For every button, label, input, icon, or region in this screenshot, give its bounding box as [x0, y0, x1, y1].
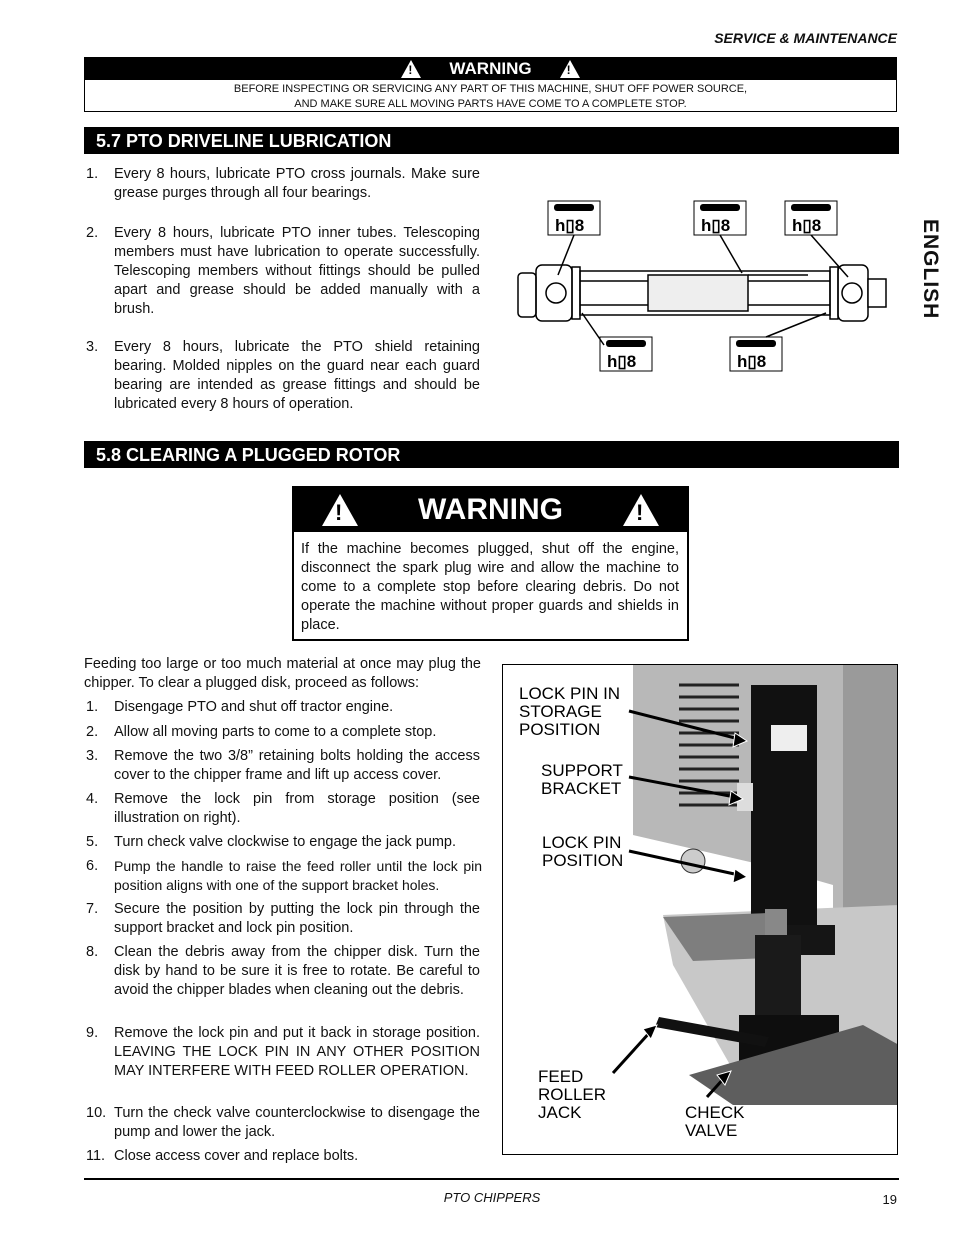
label-lock-pin-position: LOCK PIN POSITION: [542, 833, 624, 870]
grease-label-3: [785, 201, 848, 277]
item-number: 5.: [86, 834, 99, 850]
item-number: 7.: [86, 901, 99, 917]
item-text: Close access cover and replace bolts.: [114, 1148, 359, 1164]
label-check-valve: CHECK VALVE: [685, 1103, 745, 1140]
item-text: Remove the lock pin and put it back in storage position. LEAVING THE LOCK PIN IN ANY OTHER POSITION MAY INTERFERE WITH FEED ROLLER OPERATION.: [114, 1025, 480, 1079]
item-number: 3.: [86, 339, 99, 355]
running-header: SERVICE & MAINTENANCE: [714, 30, 897, 46]
language-tab-label: ENGLISH: [919, 219, 942, 320]
item-number: 11.: [86, 1148, 106, 1164]
item-text: Clean the debris away from the chipper disk. Turn the disk by hand to be sure it is free to rotate. Be careful to avoid the chipper blades when cleaning out the debris.: [114, 944, 480, 998]
item-number: 6.: [86, 858, 99, 874]
warning-message: If the machine becomes plugged, shut off the engine, disconnect the spark plug wire and allow the machine to come to a complete stop before clearing debris. Do not operate the machine without proper guards and shields in place.: [301, 541, 679, 633]
grease-interval-label: h▯8: [792, 216, 822, 235]
page-number: 19: [882, 1192, 897, 1207]
item-text: Pump the handle to raise the feed roller until the lock pin position aligns with one of the support bracket holes.: [114, 858, 482, 893]
plugged-rotor-warning-box: [292, 486, 689, 641]
pto-driveline-diagram: [508, 195, 890, 375]
item-text: Every 8 hours, lubricate PTO cross journals. Make sure grease purges through all four bearings.: [114, 166, 480, 201]
top-warning-line1: BEFORE INSPECTING OR SERVICING ANY PART OF THIS MACHINE, SHUT OFF POWER SOURCE,: [233, 83, 748, 95]
item-text: Remove the lock pin from storage position (see illustration on right).: [114, 791, 480, 826]
label-feed-roller-jack: FEED ROLLER JACK: [538, 1067, 607, 1122]
warning-title: WARNING: [418, 493, 563, 526]
label-lock-pin-storage: LOCK PIN IN STORAGE POSITION: [519, 684, 621, 739]
section-heading-5-7: 5.7 PTO DRIVELINE LUBRICATION: [84, 127, 899, 154]
top-warning-bar: [85, 58, 896, 80]
item-text: Every 8 hours, lubricate PTO inner tubes. Telescoping members must have lubrication to operate successfully. Telescoping members without fittings should be pulled apart and grease should be added manually with a brush.: [114, 225, 480, 317]
item-number: 10.: [86, 1105, 107, 1121]
item-number: 2.: [86, 225, 99, 241]
section-heading-5-8: 5.8 CLEARING A PLUGGED ROTOR: [84, 441, 899, 468]
item-text: Turn the check valve counterclockwise to disengage the pump and lower the jack.: [114, 1105, 480, 1140]
label-support-bracket: SUPPORT BRACKET: [541, 761, 623, 798]
language-tab: [915, 219, 945, 332]
warning-triangle-icon: [322, 494, 358, 526]
footer-rule: [84, 1178, 899, 1180]
top-warning-title: WARNING: [449, 59, 532, 78]
top-warning-box: [84, 57, 897, 112]
pto-shaft-illustration: [518, 265, 886, 321]
warning-bar: [294, 488, 687, 532]
feed-roller-jack-photo: [502, 664, 898, 1155]
grease-label-4: [582, 313, 652, 371]
item-number: 1.: [86, 699, 99, 715]
warning-triangle-icon: [560, 60, 580, 78]
item-text: Turn check valve clockwise to engage the jack pump.: [114, 834, 456, 850]
grease-interval-label: h▯8: [701, 216, 731, 235]
footer-title: PTO CHIPPERS: [443, 1190, 541, 1205]
item-number: 8.: [86, 944, 99, 960]
top-warning-line2: AND MAKE SURE ALL MOVING PARTS HAVE COME TO A COMPLETE STOP.: [294, 98, 687, 110]
grease-interval-label: h▯8: [607, 352, 637, 371]
top-warning-message: [85, 80, 896, 112]
grease-interval-label: h▯8: [737, 352, 767, 371]
warning-triangle-icon: [401, 60, 421, 78]
grease-interval-label: h▯8: [555, 216, 585, 235]
item-number: 2.: [86, 724, 99, 740]
item-text: Secure the position by putting the lock pin through the support bracket and lock pin position.: [114, 901, 480, 936]
grease-label-1: [548, 201, 600, 275]
item-number: 1.: [86, 166, 99, 182]
grease-label-2: [694, 201, 746, 273]
grease-label-5: [730, 313, 826, 371]
intro-paragraph: Feeding too large or too much material at once may plug the chipper. To clear a plugged disk, proceed as follows:: [84, 656, 481, 691]
item-text: Remove the two 3/8” retaining bolts holding the access cover to the chipper frame and lift up access cover.: [114, 748, 480, 783]
item-number: 9.: [86, 1025, 99, 1041]
item-text: Every 8 hours, lubricate the PTO shield retaining bearing. Molded nipples on the guard near each guard bearing are intended as grease fittings and should be lubricated every 8 hours of operation.: [114, 339, 480, 412]
item-number: 4.: [86, 791, 99, 807]
item-text: Disengage PTO and shut off tractor engine.: [114, 699, 394, 715]
item-text: Allow all moving parts to come to a complete stop.: [114, 724, 437, 740]
item-number: 3.: [86, 748, 99, 764]
warning-triangle-icon: [623, 494, 659, 526]
